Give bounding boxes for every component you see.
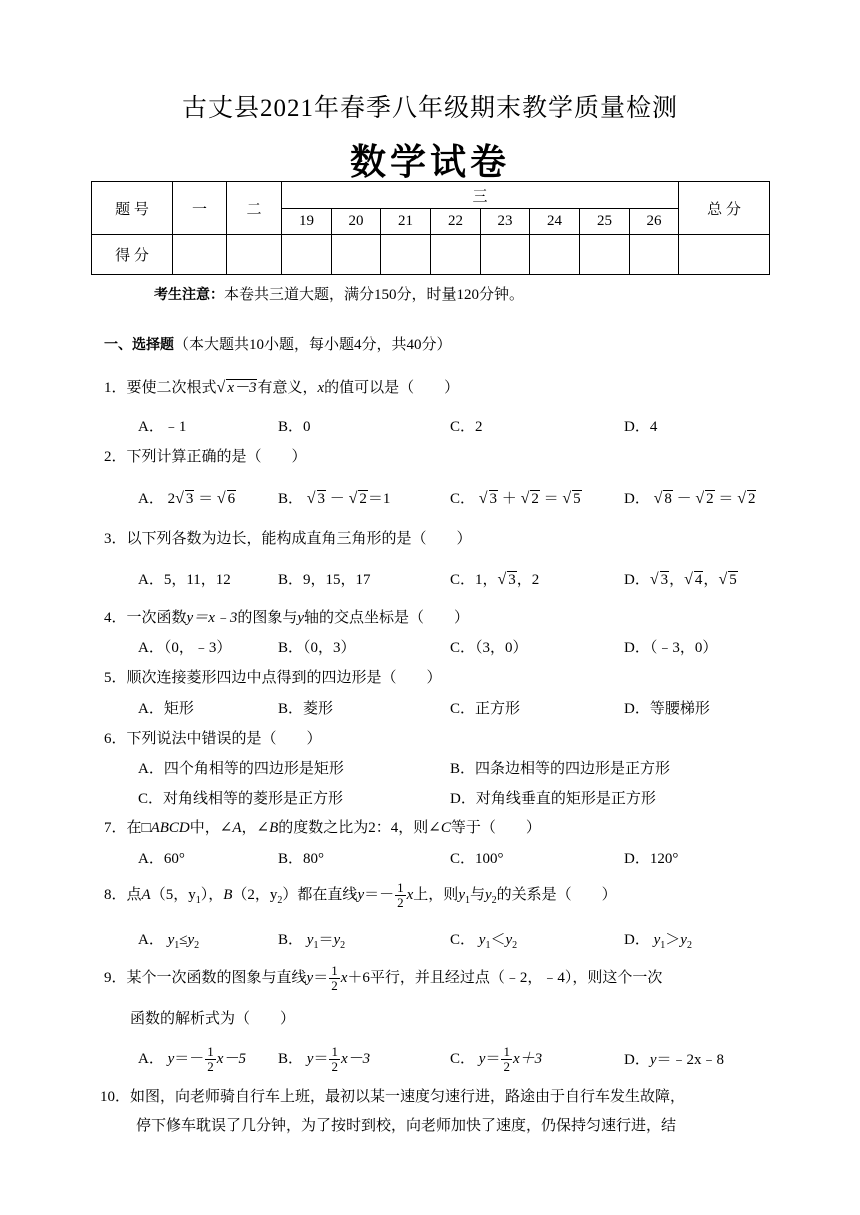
option-text: ，2: [516, 572, 540, 588]
score-cell[interactable]: [679, 235, 770, 275]
option-b[interactable]: [278, 1045, 370, 1074]
math: ＝﹣2x﹣8: [656, 1052, 725, 1068]
option-d[interactable]: D．120°: [624, 851, 679, 867]
numerator: 1: [331, 1044, 338, 1059]
option-a[interactable]: A．矩形: [138, 701, 194, 717]
option-text: C．1，: [450, 572, 498, 588]
option-c[interactable]: [450, 1045, 542, 1074]
question-number: 8．: [104, 886, 127, 903]
option-c[interactable]: C． √ 3 ＋ √ 2 ＝ √ 5: [450, 490, 581, 507]
question-text: 轴的交点坐标是（ ）: [304, 610, 470, 626]
separator: ，: [703, 572, 719, 588]
variable: y: [167, 932, 175, 948]
variable: y: [505, 932, 513, 948]
question-8: [104, 881, 617, 910]
score-table-sub-col: 22: [431, 209, 481, 235]
math: ≤: [179, 932, 188, 948]
question-text: 下列说法中错误的是（ ）: [126, 731, 322, 747]
variable: y: [478, 932, 486, 948]
math: ＝: [198, 491, 214, 507]
section-desc: （本大题共10小题，每小题4分，共40分）: [174, 337, 452, 353]
option-c[interactable]: [450, 928, 517, 951]
option-label: A．: [138, 491, 164, 507]
variable: x: [340, 969, 348, 986]
variable: y: [649, 1052, 657, 1068]
math: －: [329, 491, 345, 507]
option-a[interactable]: A．（0，﹣3）: [138, 640, 232, 656]
score-table-col-2: 二: [227, 182, 282, 235]
score-table: [91, 181, 770, 275]
radicand: 3: [185, 491, 194, 507]
question-10: [100, 1085, 685, 1106]
math: ＝－: [364, 886, 395, 903]
math: ＝: [313, 1050, 329, 1067]
question-text: 平行，并且经过点（﹣2，﹣4），则这个一次: [369, 969, 663, 986]
variable: ABCD: [150, 820, 190, 836]
score-table-total: 总 分: [679, 182, 770, 235]
question-text: 上，则: [413, 886, 459, 903]
fraction: [329, 964, 340, 993]
variable: y: [458, 886, 465, 903]
question-text: 点: [126, 886, 142, 903]
math: －: [676, 491, 692, 507]
option-d[interactable]: D．对角线垂直的矩形是正方形: [450, 791, 656, 807]
option-d[interactable]: D．√ 3，√ 4，√ 5: [624, 571, 737, 588]
question-3: [104, 527, 472, 548]
separator: ，: [669, 572, 685, 588]
option-b[interactable]: B． √ 3 － √ 2＝1: [278, 490, 391, 507]
score-table-col-1: 一: [173, 182, 227, 235]
math: ＋: [501, 491, 517, 507]
score-cell[interactable]: [173, 235, 227, 275]
option-label: A．: [138, 1050, 164, 1067]
option-a[interactable]: A．5，11，12: [138, 572, 231, 588]
subscript: 2: [277, 894, 283, 906]
notice-label: 考生注意：: [154, 287, 224, 303]
question-4: [104, 606, 469, 627]
option-d[interactable]: D．等腰梯形: [624, 701, 710, 717]
question-text: ）都在直线: [282, 886, 358, 903]
option-label: B．: [278, 1050, 304, 1067]
variable: y: [478, 1050, 486, 1067]
option-label: D．: [624, 491, 650, 507]
option-c[interactable]: C．（3，0）: [450, 640, 528, 656]
fraction: [395, 881, 406, 910]
question-number: 4．: [104, 610, 127, 626]
question-text: 以下列各数为边长，能构成直角三角形的是（ ）: [126, 531, 472, 547]
option-a[interactable]: A．﹣1: [138, 419, 187, 435]
question-text: 一次函数: [126, 610, 187, 626]
subscript: 2: [491, 894, 497, 906]
question-number: 1．: [104, 380, 127, 396]
question-text: 中，∠: [189, 820, 233, 836]
option-label: D．: [624, 572, 650, 588]
denominator: 2: [331, 1059, 338, 1074]
question-number: 5．: [104, 670, 127, 686]
coordinate: （5，y: [150, 886, 196, 903]
variable: C: [440, 820, 451, 836]
variable: y: [167, 1050, 175, 1067]
question-number: 6．: [104, 731, 127, 747]
math: ＝: [718, 491, 734, 507]
option-label: A．: [138, 932, 164, 948]
option-b[interactable]: [278, 928, 345, 951]
math: 2: [167, 491, 176, 507]
option-c[interactable]: C．正方形: [450, 701, 521, 717]
option-d[interactable]: D． √ 8 － √ 2 ＝ √ 2: [624, 490, 756, 507]
variable: B: [269, 820, 279, 836]
variable: y: [680, 932, 687, 948]
variable: A: [141, 886, 151, 903]
subscript: 2: [686, 940, 692, 951]
math: x－5: [216, 1050, 246, 1067]
denominator: 2: [331, 978, 338, 993]
score-cell[interactable]: [332, 235, 381, 275]
option-c[interactable]: C．100°: [450, 851, 504, 867]
subscript: 1: [195, 894, 201, 906]
question-9-continued: 函数的解析式为（ ）: [130, 1011, 296, 1027]
question-text: 的度数之比为2：4，则∠: [278, 820, 441, 836]
score-table-sub-col: 26: [630, 209, 679, 235]
question-6: [104, 727, 322, 748]
subscript: 1: [464, 894, 470, 906]
subscript: 1: [313, 940, 319, 951]
score-table-sub-col: 19: [282, 209, 332, 235]
option-a[interactable]: A．60°: [138, 851, 185, 867]
question-1: 1．要使二次根式√ x－3有意义，x的值可以是（ ）: [104, 379, 460, 396]
math: x－3: [340, 1050, 371, 1067]
notice-text: 本卷共三道大题，满分150分，时量120分钟。: [224, 287, 525, 303]
question-text: 的关系是（ ）: [496, 886, 617, 903]
radicand: 3: [317, 491, 326, 507]
question-number: 10．: [100, 1089, 131, 1105]
fraction: [329, 1045, 340, 1074]
exam-title: 古丈县2021年春季八年级期末教学质量检测: [181, 95, 678, 122]
math: ＝1: [367, 491, 391, 507]
option-d[interactable]: [624, 928, 692, 951]
numerator: 1: [503, 1044, 510, 1059]
radicand: 2: [531, 491, 539, 507]
score-table-sub-col: 20: [332, 209, 381, 235]
option-d[interactable]: D．4: [624, 419, 658, 435]
option-label: D．: [624, 932, 650, 948]
score-table-sub-col: 25: [580, 209, 630, 235]
score-cell[interactable]: [481, 235, 530, 275]
option-d[interactable]: [624, 1048, 724, 1069]
score-table-col-3: 三: [282, 182, 679, 209]
variable: x: [317, 380, 325, 396]
score-cell[interactable]: [580, 235, 630, 275]
variable: y: [297, 610, 305, 626]
score-cell[interactable]: [282, 235, 332, 275]
variable: y: [485, 886, 492, 903]
score-cell[interactable]: [227, 235, 282, 275]
option-label: C．: [450, 491, 476, 507]
math: ＝: [313, 969, 329, 986]
question-text: 有意义，: [257, 380, 318, 396]
subscript: 1: [485, 940, 491, 951]
option-b[interactable]: B．菱形: [278, 701, 334, 717]
option-b[interactable]: B．四条边相等的四边形是正方形: [450, 761, 671, 777]
option-b[interactable]: B．80°: [278, 851, 325, 867]
option-a[interactable]: [138, 928, 199, 951]
section-title: 一、选择题: [104, 337, 174, 353]
math: ＋6: [347, 969, 370, 986]
question-text: 与: [469, 886, 485, 903]
radicand: 3: [508, 572, 516, 588]
question-7: [104, 816, 541, 837]
score-table-sub-col: 21: [381, 209, 431, 235]
numerator: 1: [207, 1044, 214, 1059]
variable: y: [306, 932, 314, 948]
score-table-sub-col: 24: [530, 209, 580, 235]
variable: y: [653, 932, 661, 948]
variable: y: [333, 932, 341, 948]
subscript: 1: [660, 940, 666, 951]
denominator: 2: [503, 1059, 510, 1074]
score-cell[interactable]: [381, 235, 431, 275]
math: ＝: [543, 491, 559, 507]
question-10-continued: 停下修车耽误了几分钟，为了按时到校，向老师加快了速度，仍保持匀速行进，结: [136, 1118, 677, 1134]
coordinate: （2，y: [232, 886, 278, 903]
option-label: D．: [624, 1052, 650, 1068]
subscript: 2: [340, 940, 346, 951]
question-text: 下列计算正确的是（ ）: [126, 449, 307, 465]
radicand: 3: [489, 491, 498, 507]
numerator: 1: [397, 880, 404, 895]
numerator: 1: [331, 963, 338, 978]
question-text: 在□: [126, 820, 151, 836]
score-cell[interactable]: [530, 235, 580, 275]
option-b[interactable]: B．0: [278, 419, 311, 435]
subscript: 2: [194, 940, 200, 951]
exam-subtitle: 数学试卷: [349, 142, 510, 183]
fraction: [205, 1045, 216, 1074]
radicand: 6: [227, 491, 236, 507]
math: ＝: [318, 932, 334, 948]
option-c[interactable]: C．对角线相等的菱形是正方形: [138, 791, 344, 807]
equation: y＝x﹣3: [186, 610, 238, 626]
radicand: 2: [359, 491, 367, 507]
radicand: 5: [729, 572, 737, 588]
variable: A: [232, 820, 242, 836]
denominator: 2: [397, 895, 404, 910]
subscript: 2: [512, 940, 518, 951]
question-5: [104, 666, 442, 687]
variable: B: [223, 886, 233, 903]
score-cell[interactable]: [630, 235, 679, 275]
question-text: 的值可以是（ ）: [324, 380, 460, 396]
fraction: [501, 1045, 512, 1074]
option-b[interactable]: B．9，15，17: [278, 572, 371, 588]
variable: x: [406, 886, 414, 903]
radicand: 8: [664, 491, 672, 507]
option-c[interactable]: C．1，√ 3，2: [450, 571, 540, 588]
radicand: 2: [706, 491, 714, 507]
question-number: 3．: [104, 531, 127, 547]
question-number: 7．: [104, 820, 127, 836]
variable: y: [306, 969, 314, 986]
question-text: 顺次连接菱形四边中点得到的四边形是（ ）: [126, 670, 442, 686]
option-c[interactable]: C．2: [450, 419, 483, 435]
option-a[interactable]: [138, 1045, 246, 1074]
radicand: 3: [660, 572, 669, 588]
radicand: 2: [747, 491, 756, 507]
option-a[interactable]: A． 2√ 3 ＝ √ 6: [138, 490, 236, 507]
option-label: C．: [450, 932, 476, 948]
radicand: x－3: [227, 380, 257, 396]
math: x＋3: [512, 1050, 543, 1067]
radicand: 4: [694, 572, 703, 588]
option-label: C．: [450, 1050, 476, 1067]
exam-notice: [154, 283, 524, 304]
math: ＝: [485, 1050, 501, 1067]
question-text: 等于（ ）: [450, 820, 541, 836]
question-number: 9．: [104, 969, 127, 986]
section-heading: [104, 333, 452, 354]
math: ＝－: [174, 1050, 205, 1067]
variable: y: [357, 886, 365, 903]
question-text: 的图象与: [237, 610, 298, 626]
option-label: B．: [278, 491, 304, 507]
score-table-sub-col: 23: [481, 209, 530, 235]
variable: y: [306, 1050, 314, 1067]
option-d[interactable]: D．（﹣3，0）: [624, 640, 718, 656]
radicand: 5: [573, 491, 581, 507]
question-text: ），: [200, 886, 224, 903]
option-b[interactable]: B．（0，3）: [278, 640, 356, 656]
option-label: B．: [278, 932, 304, 948]
score-cell[interactable]: [431, 235, 481, 275]
question-text: 某个一次函数的图象与直线: [126, 969, 307, 986]
variable: y: [187, 932, 195, 948]
question-text: ，∠: [241, 820, 270, 836]
question-number: 2．: [104, 449, 127, 465]
question-text: 要使二次根式: [126, 380, 217, 396]
score-table-header-score: 得 分: [92, 235, 173, 275]
option-a[interactable]: A．四个角相等的四边形是矩形: [138, 761, 344, 777]
subscript: 1: [174, 940, 180, 951]
question-text: 如图，向老师骑自行车上班，最初以某一速度匀速行进，路途由于自行车发生故障，: [130, 1089, 686, 1105]
math: ＜: [490, 932, 506, 948]
math: ＞: [665, 932, 681, 948]
score-table-header-number: 题 号: [92, 182, 173, 235]
question-9: [104, 964, 662, 993]
question-2: [104, 445, 307, 466]
denominator: 2: [207, 1059, 214, 1074]
